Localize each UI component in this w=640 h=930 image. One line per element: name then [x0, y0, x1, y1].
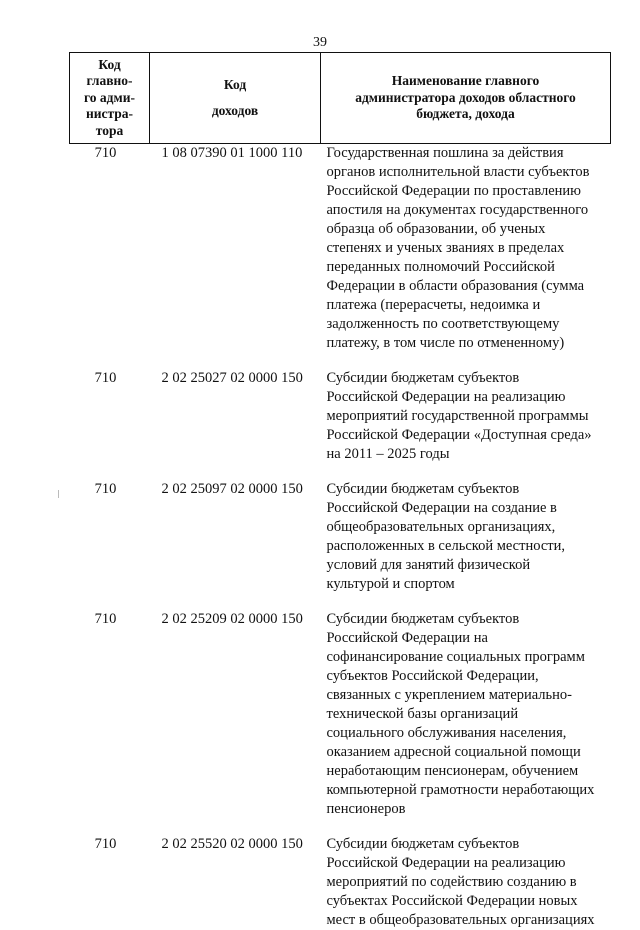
name-cell [321, 480, 611, 594]
income-code-cell: 2 02 25520 02 0000 150 [161, 836, 303, 852]
income-code-cell: 2 02 25027 02 0000 150 [161, 370, 303, 386]
revenue-table [69, 52, 611, 930]
header-line: доходов [211, 103, 259, 118]
header-line: Код [223, 76, 247, 92]
name-line: Российской Федерации «Доступная среда» [326, 427, 592, 443]
header-line: нистра- [85, 106, 134, 122]
name-line: апостиля на документах государственного [326, 202, 589, 218]
name-line: задолженность по соответствующему [326, 316, 560, 332]
name-line: субъектов Российской Федерации, [326, 668, 539, 684]
name-line: Субсидии бюджетам субъектов [326, 836, 520, 852]
name-cell [321, 610, 611, 819]
name-line: социального обслуживания населения, [326, 725, 567, 741]
name-line: Российской Федерации по проставлению [326, 183, 582, 199]
header-income-code [150, 53, 321, 144]
name-line: субъектах Российской Федерации новых [326, 893, 578, 909]
name-line: Государственная пошлина за действия [326, 145, 564, 161]
table-row [70, 369, 611, 464]
name-line: технической базы организаций [326, 706, 519, 722]
table-row [70, 144, 611, 354]
name-line: мероприятий по содействию созданию в [326, 874, 577, 890]
name-line: органов исполнительной власти субъектов [326, 164, 590, 180]
admin-code-cell: 710 [94, 145, 117, 161]
name-line: расположенных в сельской местности, [326, 538, 565, 554]
name-line: образца об образовании, об ученых [326, 221, 546, 237]
name-cell [321, 369, 611, 464]
name-line: мест в общеобразовательных организациях [326, 912, 595, 928]
name-line: переданных полномочий Российской [326, 259, 555, 275]
name-line: пенсионеров [326, 801, 406, 817]
name-line: компьютерной грамотности неработающих [326, 782, 595, 798]
admin-code-cell: 710 [94, 836, 117, 852]
name-line: Российской Федерации на создание в [326, 500, 557, 516]
name-line: оказанием адресной социальной помощи [326, 744, 581, 760]
name-line: платежу, в том числе по отмененному) [326, 335, 565, 351]
name-line: Федерации в области образования (сумма [326, 278, 585, 294]
row-gap [70, 353, 611, 369]
page-number: 39 [313, 35, 327, 50]
name-line: степенях и ученых званиях в пределах [326, 240, 565, 256]
name-line: связанных с укреплением материально- [326, 687, 572, 703]
admin-code-cell: 710 [94, 370, 117, 386]
name-line: платежа (перерасчеты, недоимка и [326, 297, 541, 313]
header-name [321, 53, 611, 144]
admin-code-cell: 710 [94, 611, 117, 627]
table-header-row [70, 53, 611, 144]
table-row [70, 480, 611, 594]
row-gap [70, 594, 611, 610]
header-line: бюджета, дохода [416, 106, 515, 122]
name-cell [321, 835, 611, 930]
name-line: Субсидии бюджетам субъектов [326, 611, 520, 627]
name-line: неработающим пенсионерам, обучением [326, 763, 579, 779]
name-line: Субсидии бюджетам субъектов [326, 370, 520, 386]
row-gap [70, 819, 611, 835]
admin-code-cell: 710 [94, 481, 117, 497]
income-code-cell: 2 02 25097 02 0000 150 [161, 481, 303, 497]
name-line: условий для занятий физической [326, 557, 531, 573]
header-admin-code [70, 53, 150, 144]
name-line: мероприятий государственной программы [326, 408, 589, 424]
name-line: Российской Федерации на реализацию [326, 389, 566, 405]
name-line: культурой и спортом [326, 576, 455, 592]
row-gap [70, 464, 611, 480]
name-line: Российской Федерации на реализацию [326, 855, 566, 871]
header-line: главно- [86, 73, 133, 89]
header-line: Код [98, 56, 121, 72]
header-line: го адми- [84, 89, 135, 105]
income-code-cell: 2 02 25209 02 0000 150 [161, 611, 303, 627]
header-line: Наименование главного [391, 73, 540, 89]
table-row [70, 835, 611, 930]
name-line: софинансирование социальных программ [326, 649, 585, 665]
income-code-cell: 1 08 07390 01 1000 110 [161, 145, 303, 161]
margin-mark [58, 490, 59, 498]
name-line: на 2011 – 2025 годы [326, 446, 450, 462]
name-line: Российской Федерации на [326, 630, 488, 646]
header-line: администратора доходов областного [355, 89, 576, 105]
header-line: тора [95, 122, 124, 138]
name-line: общеобразовательных организациях, [326, 519, 556, 535]
name-line: Субсидии бюджетам субъектов [326, 481, 520, 497]
name-cell [321, 144, 611, 354]
table-row [70, 610, 611, 819]
